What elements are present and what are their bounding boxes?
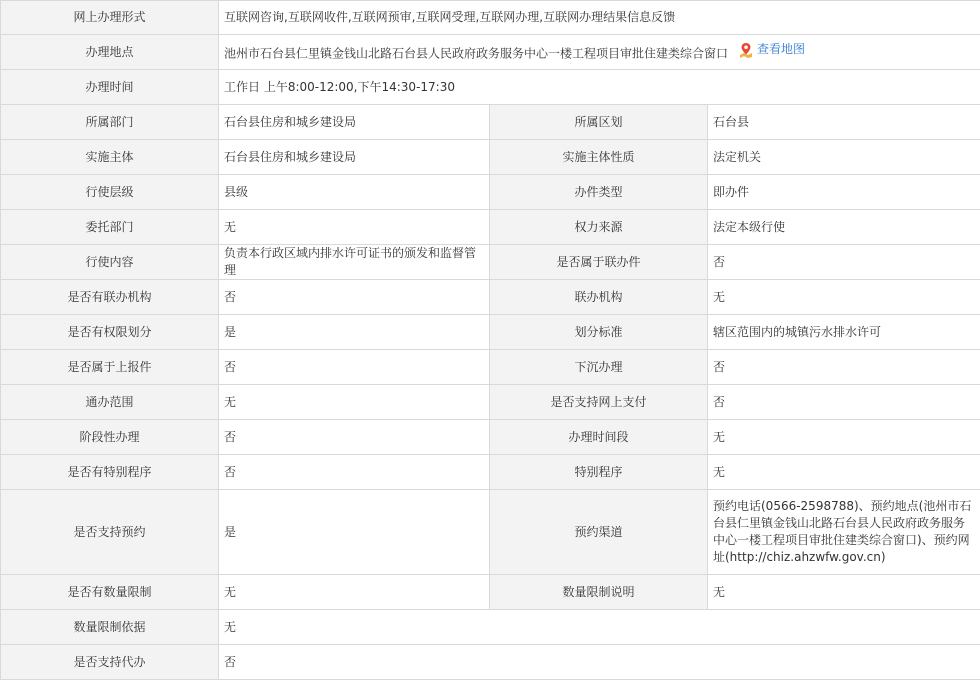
table-row (1, 245, 980, 280)
label-report: 是否属于上报件 (1, 350, 219, 385)
label-subject-nature: 实施主体性质 (490, 140, 708, 175)
value-power-source: 法定本级行使 (708, 210, 980, 245)
label-online-form: 网上办理形式 (1, 1, 219, 35)
label-stage: 阶段性办理 (1, 420, 219, 455)
table-row (1, 645, 980, 680)
label-time-period: 办理时间段 (490, 420, 708, 455)
value-scope: 无 (219, 385, 490, 420)
label-entrust: 委托部门 (1, 210, 219, 245)
label-quantity-basis: 数量限制依据 (1, 610, 219, 645)
table-row (1, 490, 980, 575)
label-sink: 下沉办理 (490, 350, 708, 385)
label-joint-case: 是否属于联办件 (490, 245, 708, 280)
table-row (1, 420, 980, 455)
view-map-label: 查看地图 (757, 41, 805, 58)
label-level: 行使层级 (1, 175, 219, 210)
value-division-standard: 辖区范围内的城镇污水排水许可 (708, 315, 980, 350)
value-reserve: 是 (219, 490, 490, 575)
table-row (1, 210, 980, 245)
value-special: 无 (708, 455, 980, 490)
table-row (1, 315, 980, 350)
label-division-standard: 划分标准 (490, 315, 708, 350)
table-row (1, 350, 980, 385)
label-subject: 实施主体 (1, 140, 219, 175)
value-time-period: 无 (708, 420, 980, 455)
value-report: 否 (219, 350, 490, 385)
label-scope: 通办范围 (1, 385, 219, 420)
label-quantity-note: 数量限制说明 (490, 575, 708, 610)
label-reserve: 是否支持预约 (1, 490, 219, 575)
table-row (1, 280, 980, 315)
label-hours: 办理时间 (1, 70, 219, 105)
label-proxy: 是否支持代办 (1, 645, 219, 680)
value-online-pay: 否 (708, 385, 980, 420)
label-reserve-channel: 预约渠道 (490, 490, 708, 575)
value-level: 县级 (219, 175, 490, 210)
label-case-type: 办件类型 (490, 175, 708, 210)
value-has-joint-org: 否 (219, 280, 490, 315)
label-content: 行使内容 (1, 245, 219, 280)
value-online-form: 互联网咨询,互联网收件,互联网预审,互联网受理,互联网办理,互联网办理结果信息反馈 (219, 1, 980, 35)
label-special: 特别程序 (490, 455, 708, 490)
label-region: 所属区划 (490, 105, 708, 140)
value-dept: 石台县住房和城乡建设局 (219, 105, 490, 140)
value-location-cell (219, 35, 980, 70)
label-joint-org: 联办机构 (490, 280, 708, 315)
label-location: 办理地点 (1, 35, 219, 70)
value-subject-nature: 法定机关 (708, 140, 980, 175)
label-has-division: 是否有权限划分 (1, 315, 219, 350)
value-has-division: 是 (219, 315, 490, 350)
value-region: 石台县 (708, 105, 980, 140)
table-row (1, 140, 980, 175)
table-row (1, 70, 980, 105)
value-reserve-channel: 预约电话(0566-2598788)、预约地点(池州市石台县仁里镇金钱山北路石台县人民政府政务服务中心一楼工程项目审批住建类综合窗口)、预约网址(http://chiz.ahzwfw.gov.cn) (708, 490, 980, 575)
table-row (1, 575, 980, 610)
value-quantity-basis: 无 (219, 610, 980, 645)
value-location: 池州市石台县仁里镇金钱山北路石台县人民政府政务服务中心一楼工程项目审批住建类综合窗口 (224, 47, 728, 61)
table-row (1, 1, 980, 35)
label-dept: 所属部门 (1, 105, 219, 140)
value-sink: 否 (708, 350, 980, 385)
value-proxy: 否 (219, 645, 980, 680)
table-row (1, 385, 980, 420)
label-power-source: 权力来源 (490, 210, 708, 245)
value-subject: 石台县住房和城乡建设局 (219, 140, 490, 175)
view-map-link[interactable] (738, 41, 805, 58)
table-row (1, 610, 980, 645)
table-row (1, 105, 980, 140)
label-online-pay: 是否支持网上支付 (490, 385, 708, 420)
label-has-special: 是否有特别程序 (1, 455, 219, 490)
value-content: 负责本行政区域内排水许可证书的颁发和监督管理 (219, 245, 490, 280)
value-stage: 否 (219, 420, 490, 455)
label-has-quantity: 是否有数量限制 (1, 575, 219, 610)
table-row (1, 175, 980, 210)
value-case-type: 即办件 (708, 175, 980, 210)
value-joint-org: 无 (708, 280, 980, 315)
value-joint-case: 否 (708, 245, 980, 280)
table-row (1, 455, 980, 490)
value-has-special: 否 (219, 455, 490, 490)
label-has-joint-org: 是否有联办机构 (1, 280, 219, 315)
value-quantity-note: 无 (708, 575, 980, 610)
value-has-quantity: 无 (219, 575, 490, 610)
table-row (1, 35, 980, 70)
value-hours: 工作日 上午8:00-12:00,下午14:30-17:30 (219, 70, 980, 105)
value-entrust: 无 (219, 210, 490, 245)
map-pin-icon (738, 42, 754, 58)
